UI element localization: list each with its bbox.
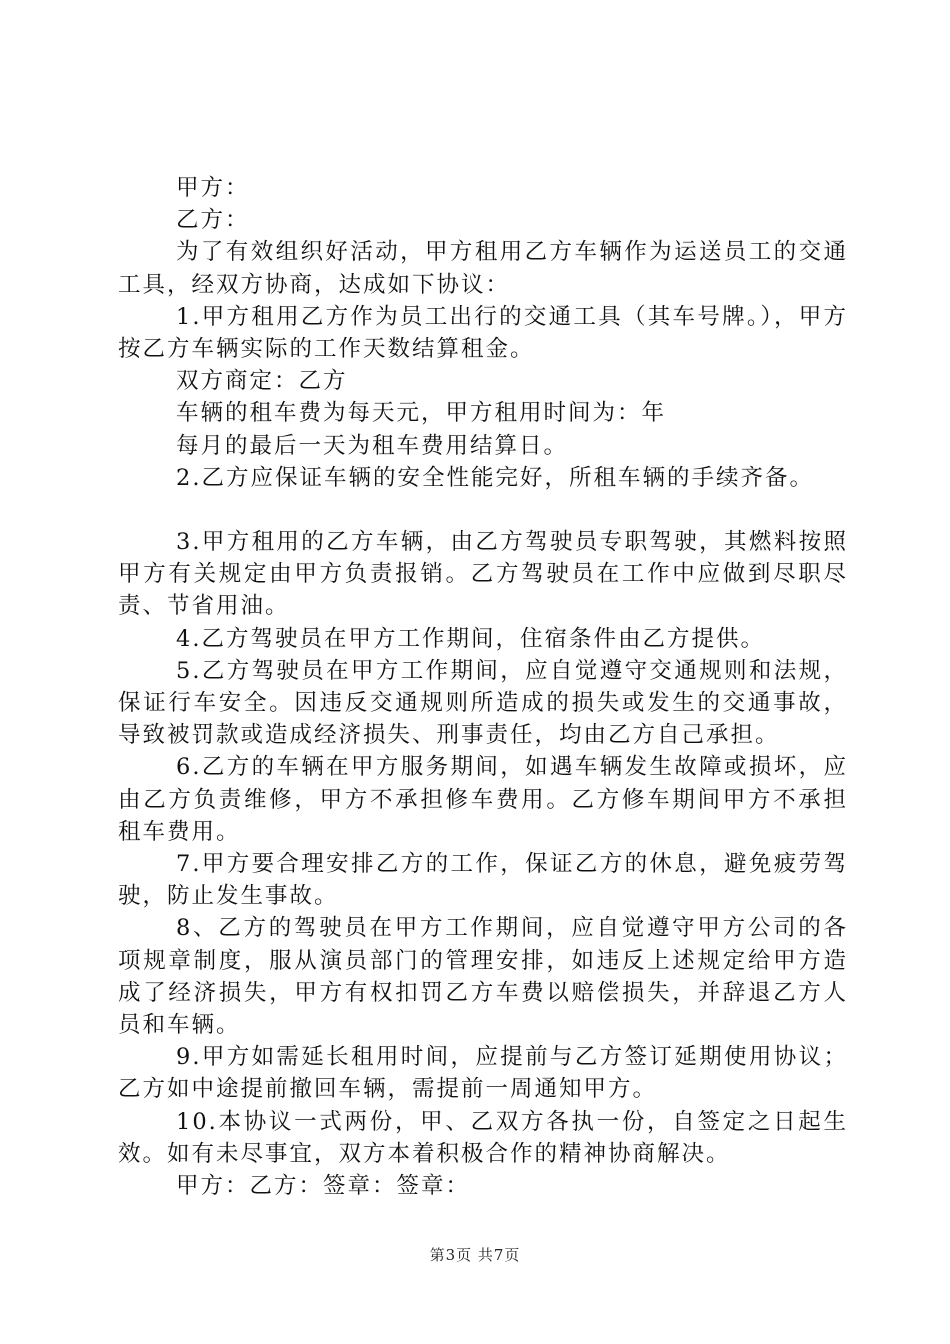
party-b-line: 乙方： bbox=[176, 207, 250, 234]
clause-7: 7.甲方要合理安排乙方的工作，保证乙方的休息，避免疲劳驾驶，防止发生事故。 bbox=[118, 851, 848, 910]
page-number-footer: 第3页 共7页 bbox=[429, 1246, 521, 1264]
clause-10: 10.本协议一式两份，甲、乙双方各执一份，自签定之日起生效。如有未尽事宜，双方本着积极合作的精神协商解决。 bbox=[118, 1108, 848, 1167]
signature-line: 甲方：乙方：签章：签章： bbox=[176, 1173, 471, 1200]
contract-body bbox=[118, 172, 848, 1202]
preamble-paragraph: 为了有效组织好活动，甲方租用乙方车辆作为运送员工的交通工具，经双方协商，达成如下协议： bbox=[118, 239, 848, 298]
clause-2: 2.乙方应保证车辆的安全性能完好，所租车辆的手续齐备。 bbox=[176, 464, 814, 491]
agreement-line: 双方商定：乙方 bbox=[176, 368, 348, 395]
rental-fee-line: 车辆的租车费为每天元，甲方租用时间为：年 bbox=[176, 400, 667, 427]
settlement-line: 每月的最后一天为租车费用结算日。 bbox=[176, 432, 569, 459]
clause-3: 3.甲方租用的乙方车辆，由乙方驾驶员专职驾驶，其燃料按照甲方有关规定由甲方负责报销。乙方驾驶员在工作中应做到尽职尽责、节省用油。 bbox=[118, 529, 848, 620]
clause-6: 6.乙方的车辆在甲方服务期间，如遇车辆发生故障或损坏，应由乙方负责维修，甲方不承担修车费用。乙方修车期间甲方不承担租车费用。 bbox=[118, 754, 848, 845]
clause-1: 1.甲方租用乙方作为员工出行的交通工具（其车号牌。），甲方按乙方车辆实际的工作天数结算租金。 bbox=[118, 303, 848, 363]
party-a-line: 甲方： bbox=[176, 175, 250, 201]
clause-5: 5.乙方驾驶员在甲方工作期间，应自觉遵守交通规则和法规，保证行车安全。因违反交通规则所造成的损失或发生的交通事故，导致被罚款或造成经济损失、刑事责任，均由乙方自己承担。 bbox=[118, 657, 848, 749]
clause-9: 9.甲方如需延长租用时间，应提前与乙方签订延期使用协议；乙方如中途提前撤回车辆，需提前一周通知甲方。 bbox=[118, 1044, 848, 1103]
clause-8: 8、乙方的驾驶员在甲方工作期间，应自觉遵守甲方公司的各项规章制度，服从演员部门的管理安排，如违反上述规定给甲方造成了经济损失，甲方有权扣罚乙方车费以赔偿损失，并辞退乙方人员和车辆。 bbox=[118, 915, 848, 1039]
clause-4: 4.乙方驾驶员在甲方工作期间，住宿条件由乙方提供。 bbox=[176, 625, 765, 652]
